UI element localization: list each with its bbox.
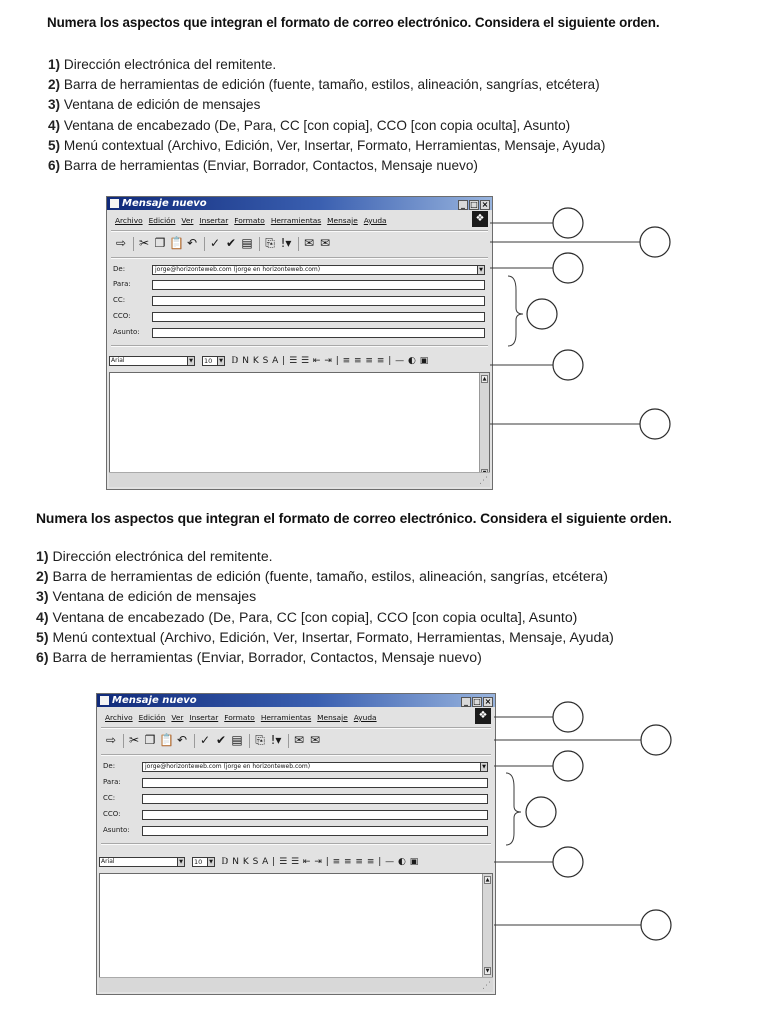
menu-ver[interactable]: Ver xyxy=(181,216,194,225)
font-size-select[interactable]: 10 ▼ xyxy=(202,356,225,366)
paste-icon[interactable]: 📋 xyxy=(159,733,174,747)
list-item: 3) Ventana de edición de mensajes xyxy=(48,97,261,113)
check-names-icon[interactable]: ✓ xyxy=(209,236,221,250)
priority-icon[interactable]: !▾ xyxy=(270,733,282,747)
exercise-section-2 xyxy=(0,507,768,1007)
encrypt-icon[interactable]: ✉ xyxy=(309,733,321,747)
chevron-down-icon[interactable]: ▼ xyxy=(480,762,488,772)
from-value: jorge@horizonteweb.com (jorge en horizonteweb.com) xyxy=(145,763,311,770)
windows-logo-icon: ❖ xyxy=(475,708,491,724)
chevron-down-icon[interactable]: ▼ xyxy=(177,857,185,867)
list-item: 5) Menú contextual (Archivo, Edición, Ver, Insertar, Formato, Herramientas, Mensaje, Ayuda) xyxy=(48,137,606,153)
list-item: 1) Dirección electrónica del remitente. xyxy=(36,548,273,564)
menu-herramientas[interactable]: Herramientas xyxy=(260,713,312,722)
maximize-button[interactable]: □ xyxy=(473,697,481,706)
font-select[interactable]: Arial ▼ xyxy=(99,857,185,867)
menu-insertar[interactable]: Insertar xyxy=(199,216,229,225)
list-item: 6) Barra de herramientas (Enviar, Borrador, Contactos, Mensaje nuevo) xyxy=(48,158,478,174)
menu-mensaje[interactable]: Mensaje xyxy=(327,216,358,225)
answer-circle xyxy=(527,299,557,329)
menu-formato[interactable]: Formato xyxy=(224,713,255,722)
menu-herramientas[interactable]: Herramientas xyxy=(270,216,322,225)
list-item: 2) Barra de herramientas de edición (fuente, tamaño, estilos, alineación, sangrías, etcétera) xyxy=(48,77,600,93)
chevron-down-icon[interactable]: ▼ xyxy=(187,356,195,366)
subject-label: Asunto: xyxy=(113,328,140,336)
cc-label: CC: xyxy=(103,794,116,802)
menu-ver[interactable]: Ver xyxy=(171,713,184,722)
attach-icon[interactable]: ▤ xyxy=(231,733,243,747)
answer-connectors xyxy=(0,507,768,1007)
check-names-icon[interactable]: ✓ xyxy=(199,733,211,747)
from-value: jorge@horizonteweb.com (jorge en horizonteweb.com) xyxy=(155,266,321,273)
window-title: Mensaje nuevo xyxy=(122,198,207,209)
list-item: 3) Ventana de edición de mensajes xyxy=(36,588,257,605)
list-item: 2) Barra de herramientas de edición (fuente, tamaño, estilos, alineación, sangrías, etcétera) xyxy=(36,568,608,585)
cut-icon[interactable]: ✂ xyxy=(128,733,140,747)
header-bracket xyxy=(508,276,523,346)
chevron-down-icon[interactable]: ▼ xyxy=(217,356,225,366)
close-button[interactable]: × xyxy=(484,697,492,706)
to-label: Para: xyxy=(103,778,121,786)
sign-icon[interactable]: ✉ xyxy=(303,236,315,250)
exercise-section-1 xyxy=(0,0,768,500)
resize-grip-icon[interactable]: ⋰ xyxy=(479,476,488,486)
attach-file-icon[interactable]: ⎘ xyxy=(255,733,265,747)
format-icons[interactable]: 𝔻 N K S A | ☰ ☰ ⇤ ⇥ | ≡ ≡ ≡ ≡ | — ◐ ▣ xyxy=(231,356,429,366)
from-label: De: xyxy=(113,265,126,273)
menu-ayuda[interactable]: Ayuda xyxy=(363,216,387,225)
answer-circle xyxy=(553,751,583,781)
maximize-button[interactable]: □ xyxy=(470,200,478,209)
list-item: 6) Barra de herramientas (Enviar, Borrador, Contactos, Mensaje nuevo) xyxy=(36,649,482,666)
bcc-label: CCO: xyxy=(103,810,121,818)
window-title: Mensaje nuevo xyxy=(112,695,197,706)
menu-archivo[interactable]: Archivo xyxy=(105,713,133,722)
attach-icon[interactable]: ▤ xyxy=(241,236,253,250)
list-item: 4) Ventana de encabezado (De, Para, CC [con copia], CCO [con copia oculta], Asunto) xyxy=(36,608,578,625)
sign-icon[interactable]: ✉ xyxy=(293,733,305,747)
answer-circle xyxy=(641,725,671,755)
chevron-down-icon[interactable]: ▼ xyxy=(207,857,215,867)
menu-edicion[interactable]: Edición xyxy=(148,216,176,225)
menu-archivo[interactable]: Archivo xyxy=(115,216,143,225)
subject-label: Asunto: xyxy=(103,826,130,834)
header-bracket xyxy=(506,773,521,845)
exercise-heading: Numera los aspectos que integran el formato de correo electrónico. Considera el siguiente orden. xyxy=(36,510,672,526)
list-item: 4) Ventana de encabezado (De, Para, CC [con copia], CCO [con copia oculta], Asunto) xyxy=(48,117,571,133)
menu-ayuda[interactable]: Ayuda xyxy=(353,713,377,722)
paste-icon[interactable]: 📋 xyxy=(169,236,184,250)
minimize-button[interactable]: _ xyxy=(458,200,468,210)
encrypt-icon[interactable]: ✉ xyxy=(319,236,331,250)
bcc-label: CCO: xyxy=(113,312,131,320)
send-icon[interactable]: ⇨ xyxy=(105,733,117,747)
answer-connectors xyxy=(0,0,768,500)
undo-icon[interactable]: ↶ xyxy=(176,733,188,747)
answer-circle xyxy=(553,253,583,283)
exercise-heading: Numera los aspectos que integran el formato de correo electrónico. Considera el siguiente orden. xyxy=(47,15,660,30)
copy-icon[interactable]: ❐ xyxy=(144,733,156,747)
scroll-up-icon[interactable]: ▲ xyxy=(485,877,490,883)
format-icons[interactable]: 𝔻 N K S A | ☰ ☰ ⇤ ⇥ | ≡ ≡ ≡ ≡ | — ◐ ▣ xyxy=(221,857,419,867)
menu-formato[interactable]: Formato xyxy=(234,216,265,225)
list-item: 1) Dirección electrónica del remitente. xyxy=(48,57,277,72)
menu-mensaje[interactable]: Mensaje xyxy=(317,713,348,722)
menu-edicion[interactable]: Edición xyxy=(138,713,166,722)
resize-grip-icon[interactable]: ⋰ xyxy=(482,981,491,991)
spelling-icon[interactable]: ✔ xyxy=(225,236,237,250)
answer-circle xyxy=(553,350,583,380)
answer-circle xyxy=(526,797,556,827)
spelling-icon[interactable]: ✔ xyxy=(215,733,227,747)
chevron-down-icon[interactable]: ▼ xyxy=(477,265,485,275)
to-label: Para: xyxy=(113,280,131,288)
answer-circle xyxy=(553,702,583,732)
send-icon[interactable]: ⇨ xyxy=(115,236,127,250)
answer-circle xyxy=(640,409,670,439)
cc-label: CC: xyxy=(113,296,126,304)
close-button[interactable]: × xyxy=(481,200,489,209)
answer-circle xyxy=(553,208,583,238)
copy-icon[interactable]: ❐ xyxy=(154,236,166,250)
font-select[interactable]: Arial ▼ xyxy=(109,356,195,366)
list-item: 5) Menú contextual (Archivo, Edición, Ver, Insertar, Formato, Herramientas, Mensaje, Ayuda) xyxy=(36,628,614,645)
windows-logo-icon: ❖ xyxy=(472,211,488,227)
attach-file-icon[interactable]: ⎘ xyxy=(265,236,275,250)
answer-circle xyxy=(640,227,670,257)
priority-icon[interactable]: !▾ xyxy=(280,236,292,250)
undo-icon[interactable]: ↶ xyxy=(186,236,198,250)
scroll-down-icon[interactable]: ▼ xyxy=(485,968,490,974)
answer-circle xyxy=(641,910,671,940)
cut-icon[interactable]: ✂ xyxy=(138,236,150,250)
minimize-button[interactable]: _ xyxy=(461,697,471,707)
scroll-up-icon[interactable]: ▲ xyxy=(482,376,487,382)
answer-circle xyxy=(553,847,583,877)
from-label: De: xyxy=(103,762,116,770)
menu-insertar[interactable]: Insertar xyxy=(189,713,219,722)
font-size-select[interactable]: 10 ▼ xyxy=(192,857,215,867)
